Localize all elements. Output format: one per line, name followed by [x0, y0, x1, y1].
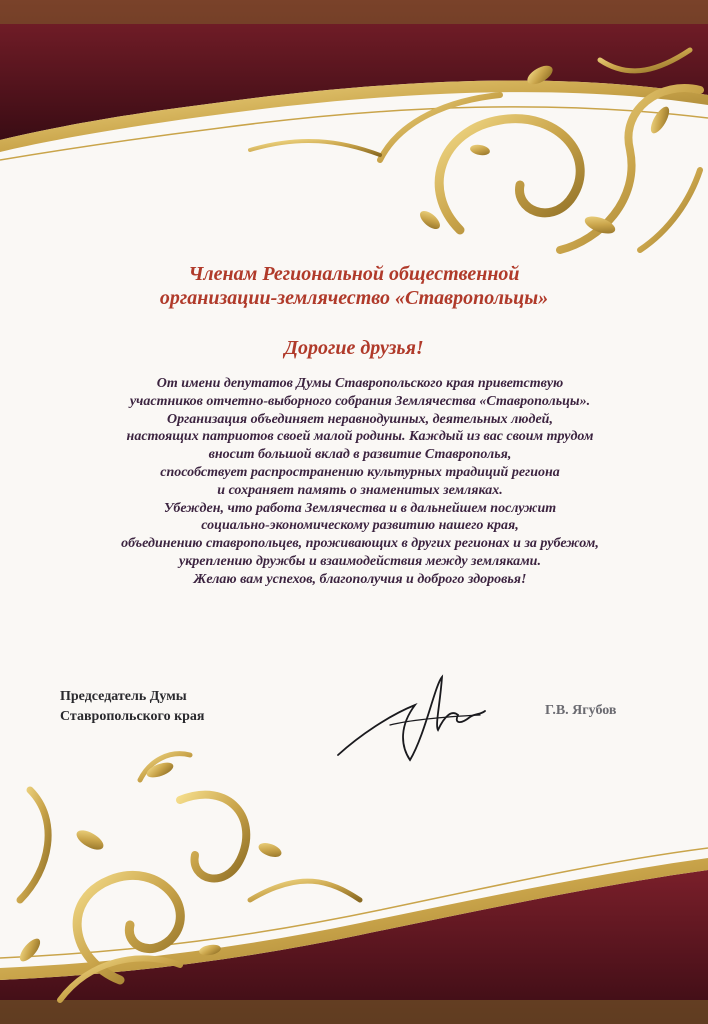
body-line: Желаю вам успехов, благополучия и доброго здоровья!: [193, 571, 527, 587]
signatory-title: [60, 687, 205, 727]
addressee-line-2: организации-землячество «Ставропольцы»: [159, 287, 549, 309]
body-line: настоящих патриотов своей малой родины. Каждый из вас своим трудом: [126, 429, 594, 445]
letter-body: [40, 375, 680, 589]
greeting: Дорогие друзья!: [284, 337, 424, 359]
signatory-name: Г.В. Ягубов: [545, 703, 617, 718]
body-line: и сохраняет память о знаменитых земляках.: [217, 482, 503, 498]
signatory-title-line-2: Ставропольского края: [60, 709, 205, 724]
body-line: укреплению дружбы и взаимодействия между земляками.: [179, 553, 541, 569]
body-line: участников отчетно-выборного собрания Землячества «Ставропольцы».: [129, 393, 591, 409]
addressee-heading: [0, 262, 708, 310]
addressee-line-1: Членам Региональной общественной: [188, 263, 520, 285]
body-line: вносит большой вклад в развитие Ставрополья,: [208, 447, 512, 463]
body-line: Убежден, что работа Землячества и в дальнейшем послужит: [163, 500, 557, 516]
body-line: социально-экономическому развитию нашего края,: [201, 518, 519, 534]
signatory-title-line-1: Председатель Думы: [60, 689, 187, 704]
body-line: способствует распространению культурных традиций региона: [160, 464, 560, 480]
handwritten-signature: [330, 665, 490, 775]
body-line: Организация объединяет неравнодушных, деятельных людей,: [167, 411, 553, 427]
body-line: объединению ставропольцев, проживающих в других регионах и за рубежом,: [121, 536, 599, 552]
body-line: От имени депутатов Думы Ставропольского края приветствую: [156, 376, 564, 391]
